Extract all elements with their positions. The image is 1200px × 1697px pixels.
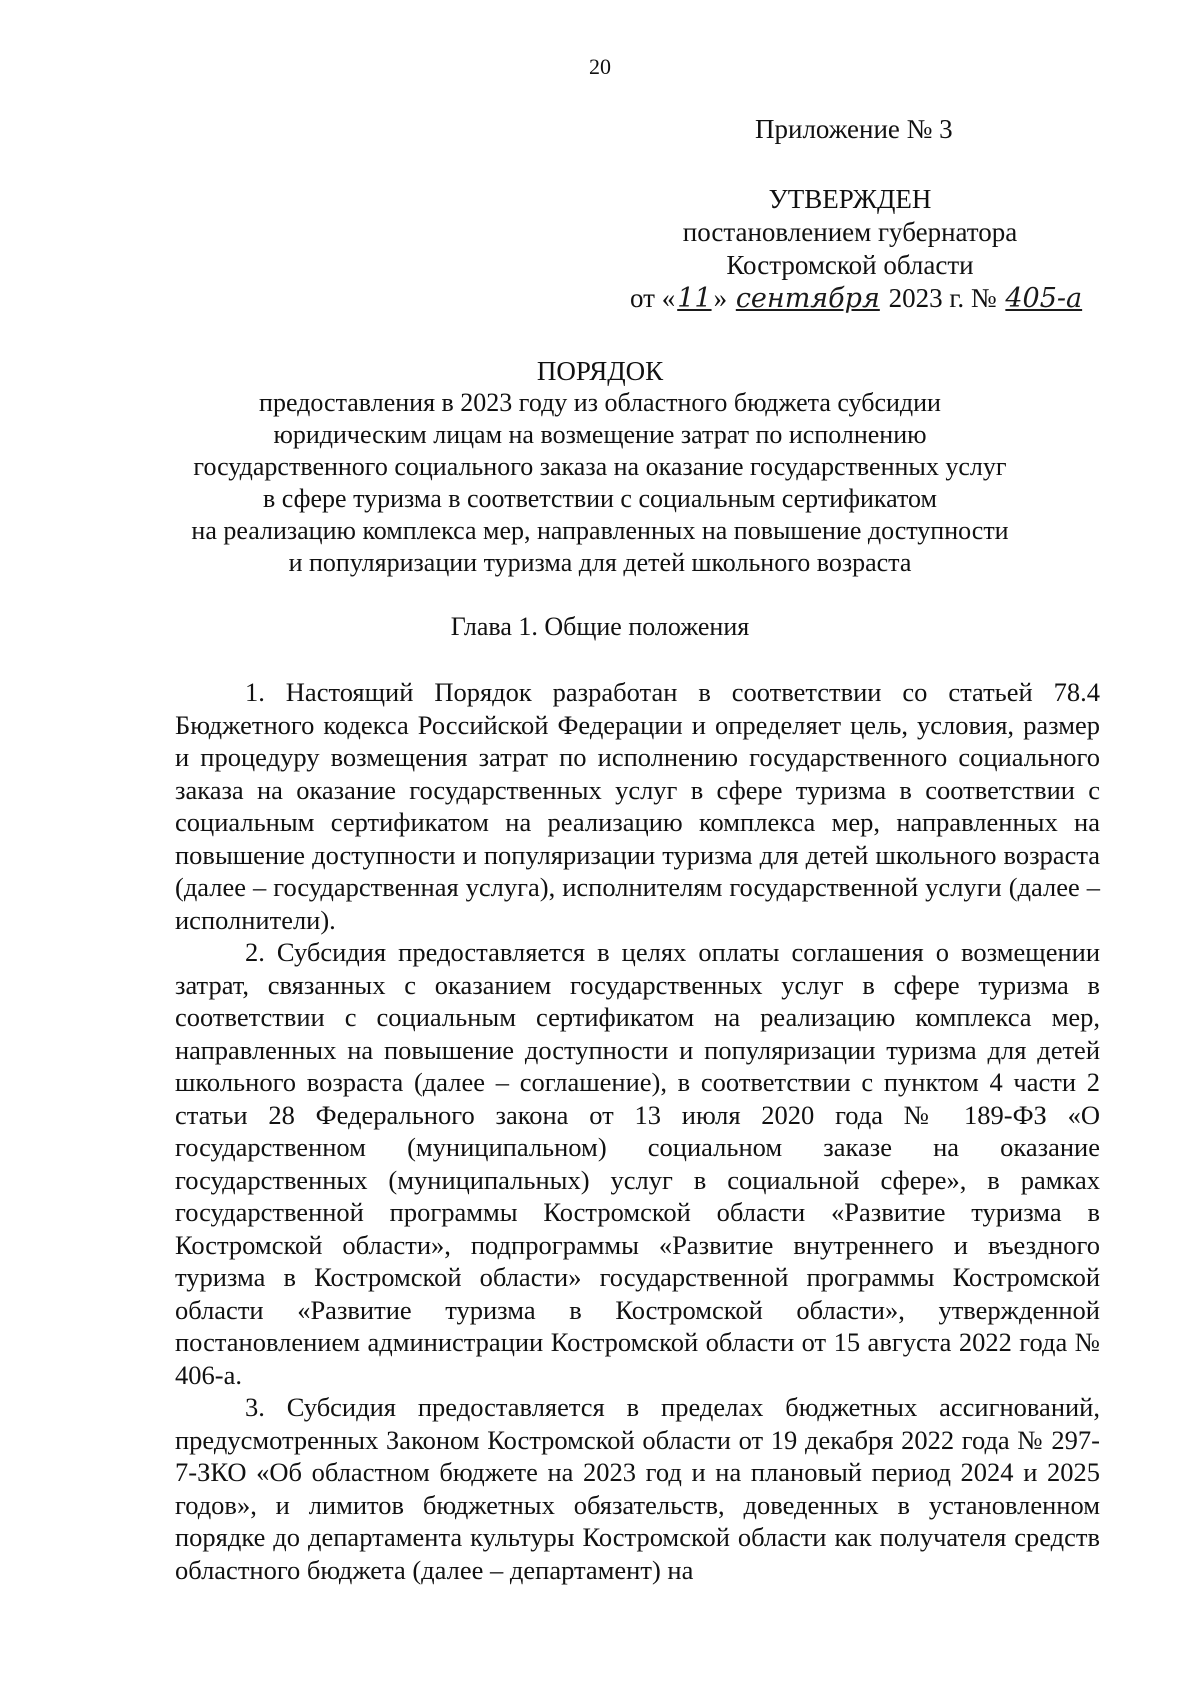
date-day-handwritten: 11 [677,283,712,314]
page-number: 20 [589,54,611,79]
subtitle-line: государственного социального заказа на оказание государственных услуг [193,452,1007,481]
approval-line-1: постановлением губернатора [682,217,1018,247]
approval-date-line [630,282,1083,315]
paragraph-2: 2. Субсидия предоставляется в целях оплаты соглашения о возмещении затрат, связанных с оказанием государственных услуг в сфере туризма в соответствии с социальным сертификатом на реализацию комплекса мер, направленных на повышение доступности и популяризации туризма для детей школьного возраста (далее – соглашение), в соответствии с пунктом 4 части 2 статьи 28 Федерального закона от 13 июля 2020 года № 189-ФЗ «О государственном (муниципальном) социальном заказе на оказание государственных (муниципальных) услуг в социальной сфере», в рамках государственной программы Костромской области «Развитие туризма в Костромской области», подпрограммы «Развитие внутреннего и въездного туризма в Костромской области» государственной программы Костромской области «Развитие туризма в Костромской области», утвержденной постановлением администрации Костромской области от 15 августа 2022 года № 406-а. [175,937,1100,1390]
date-month-handwritten: сентября [735,283,880,314]
date-prefix: от « [630,283,676,313]
subtitle-line: предоставления в 2023 году из областного бюджета субсидии [259,388,941,417]
body-text [175,676,1100,1586]
paragraph-1: 1. Настоящий Порядок разработан в соответствии со статьей 78.4 Бюджетного кодекса Российской Федерации и определяет цель, условия, размер и процедуру возмещения затрат по исполнению государственного социального заказа на оказание государственных услуг в сфере туризма в соответствии с социальным сертификатом на реализацию комплекса мер, направленных на повышение доступности и популяризации туризма для детей школьного возраста (далее – государственная услуга), исполнителям государственной услуги (далее – исполнители). [175,677,1100,935]
approval-line-2: Костромской области [726,250,974,280]
approval-block [630,183,1083,315]
subtitle-line: и популяризации туризма для детей школьного возраста [288,548,912,577]
document-subtitle [140,387,1060,579]
appendix-label: Приложение № 3 [755,114,953,144]
decree-number-handwritten: 405-а [1005,283,1083,314]
subtitle-line: юридическим лицам на возмещение затрат по исполнению [273,420,927,449]
subtitle-line: в сфере туризма в соответствии с социальным сертификатом [263,484,937,513]
paragraph-3: 3. Субсидия предоставляется в пределах бюджетных ассигнований, предусмотренных Законом Костромской области от 19 декабря 2022 года № 297-7-ЗКО «Об областном бюджете на 2023 год и на плановый период 2024 и 2025 годов», и лимитов бюджетных обязательств, доведенных в установленном порядке до департамента культуры Костромской области как получателя средств областного бюджета (далее – департамент) на [175,1392,1100,1585]
date-year: 2023 г. № [888,283,997,313]
subtitle-line: на реализацию комплекса мер, направленных на повышение доступности [191,516,1009,545]
date-mid: » [713,283,728,313]
approval-heading: УТВЕРЖДЕН [768,184,932,214]
document-title: ПОРЯДОК [536,356,664,386]
chapter-heading: Глава 1. Общие положения [450,612,750,641]
